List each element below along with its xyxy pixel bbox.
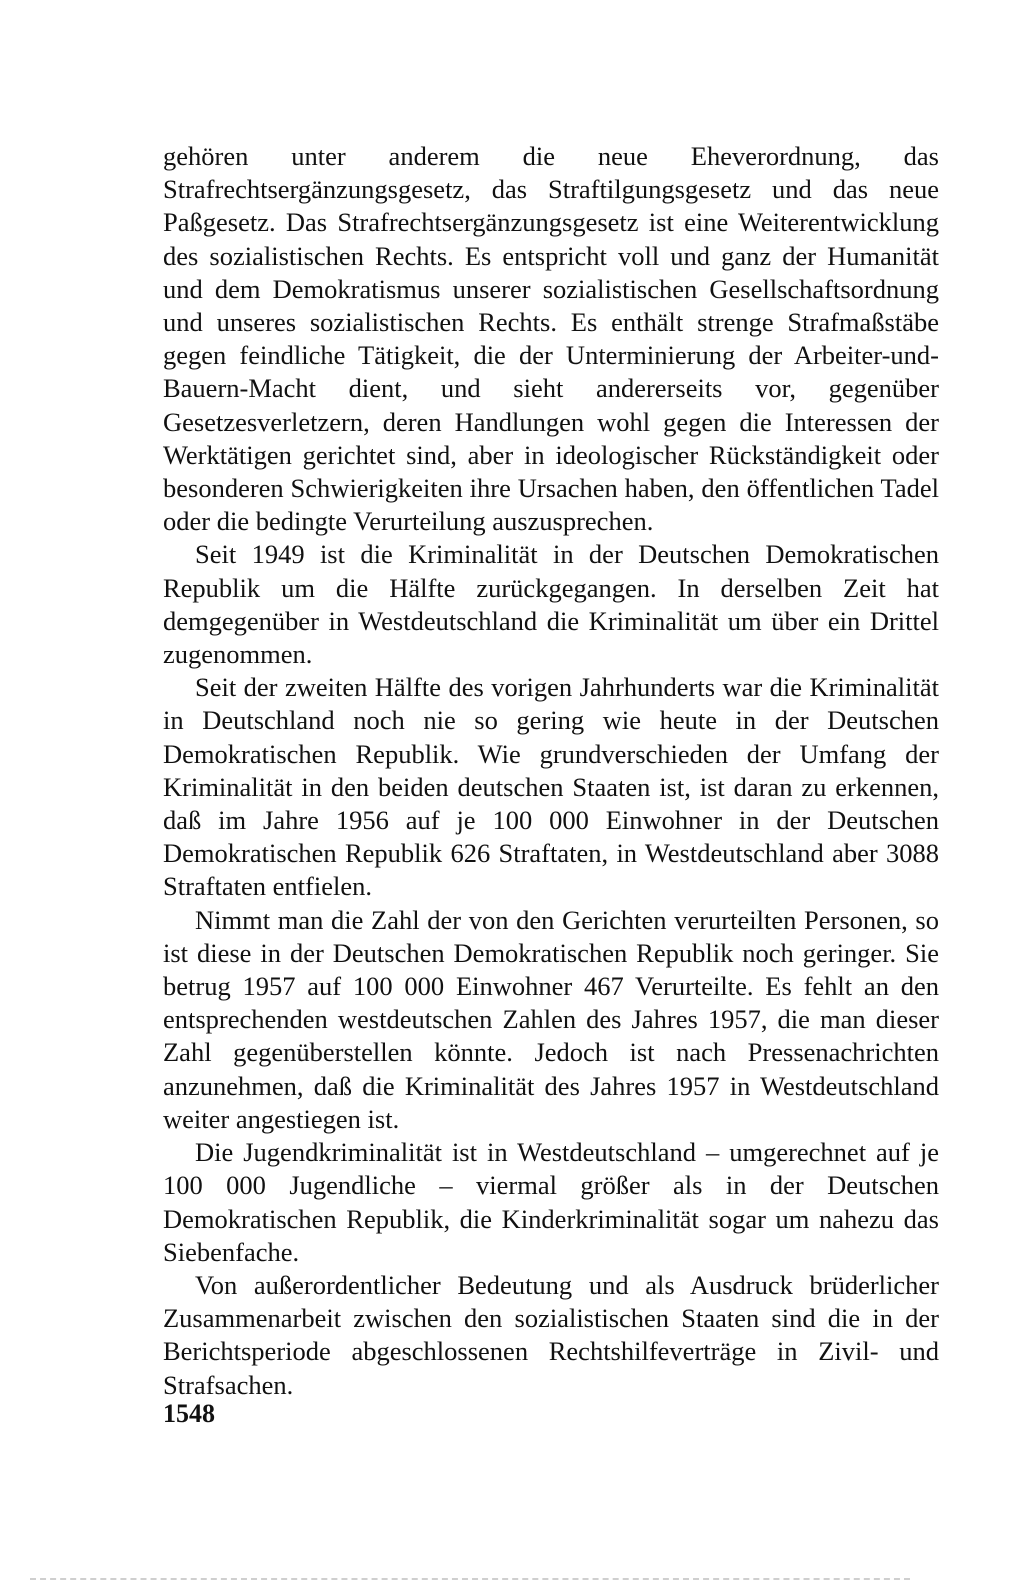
paragraph-3: Seit der zweiten Hälfte des vorigen Jahrhunderts war die Kriminalität in Deutschland noch nie so gering wie heute in der Deutschen Demokratischen Republik. Wie grundverschieden der Umfang der Kriminalität in den beiden deutschen Staaten ist, ist daran zu erkennen, daß im Jahre 1956 auf je 100 000 Einwohner in der Deutschen Demokratischen Republik 626 Straftaten, in Westdeutschland aber 3088 Straftaten entfielen. bbox=[163, 672, 939, 902]
paragraph-4: Nimmt man die Zahl der von den Gerichten verurteilten Personen, so ist diese in der Deutschen Demokratischen Republik noch geringer. Sie betrug 1957 auf 100 000 Einwohner 467 Verurteilte. Es fehlt an den entsprechenden westdeutschen Zahlen des Jahres 1957, die man dieser Zahl gegenüberstellen könnte. Jedoch ist nach Pressenachrichten anzunehmen, daß die Kriminalität des Jahres 1957 in Westdeutschland weiter angestiegen ist. bbox=[163, 904, 939, 1134]
paragraph-1: gehören unter anderem die neue Eheverordnung, das Strafrechtsergänzungsgesetz, das Straftilgungsgesetz und das neue Paßgesetz. Das Strafrechtsergänzungsgesetz ist eine Weiterentwicklung des sozialistischen Rechts. Es entspricht voll und ganz der Humanität und dem Demokratismus unserer sozialistischen Gesellschaftsordnung und unseres sozialistischen Rechts. Es enthält strenge Strafmaßstäbe gegen feindliche Tätigkeit, die der Unterminierung der Arbeiter-und-Bauern-Macht dient, und sieht andererseits vor, gegenüber Gesetzesverletzern, deren Handlungen wohl gegen die Interessen der Werktätigen gerichtet sind, aber in ideologischer Rückständigkeit oder besonderen Schwierigkeiten ihre Ursachen haben, den öffentlichen Tadel oder die bedingte Verurteilung auszusprechen. bbox=[163, 141, 939, 537]
page-number: 1548 bbox=[163, 1399, 215, 1428]
paragraph-2: Seit 1949 ist die Kriminalität in der Deutschen Demokratischen Republik um die Hälfte zurückgegangen. In derselben Zeit hat demgegenüber in Westdeutschland die Kriminalität um über ein Drittel zugenommen. bbox=[163, 539, 939, 670]
scan-edge-line bbox=[30, 1578, 910, 1580]
paragraph-6: Von außerordentlicher Bedeutung und als Ausdruck brüderlicher Zusammenarbeit zwischen den sozialistischen Staaten sind die in der Berichtsperiode abgeschlossenen Rechtshilfeverträge in Zivil- und Strafsachen. bbox=[163, 1269, 939, 1400]
body-text bbox=[163, 140, 939, 1402]
paragraph-5: Die Jugendkriminalität ist in Westdeutschland – umgerechnet auf je 100 000 Jugendliche – viermal größer als in der Deutschen Demokratischen Republik, die Kinderkriminalität sogar um nahezu das Siebenfache. bbox=[163, 1137, 939, 1267]
